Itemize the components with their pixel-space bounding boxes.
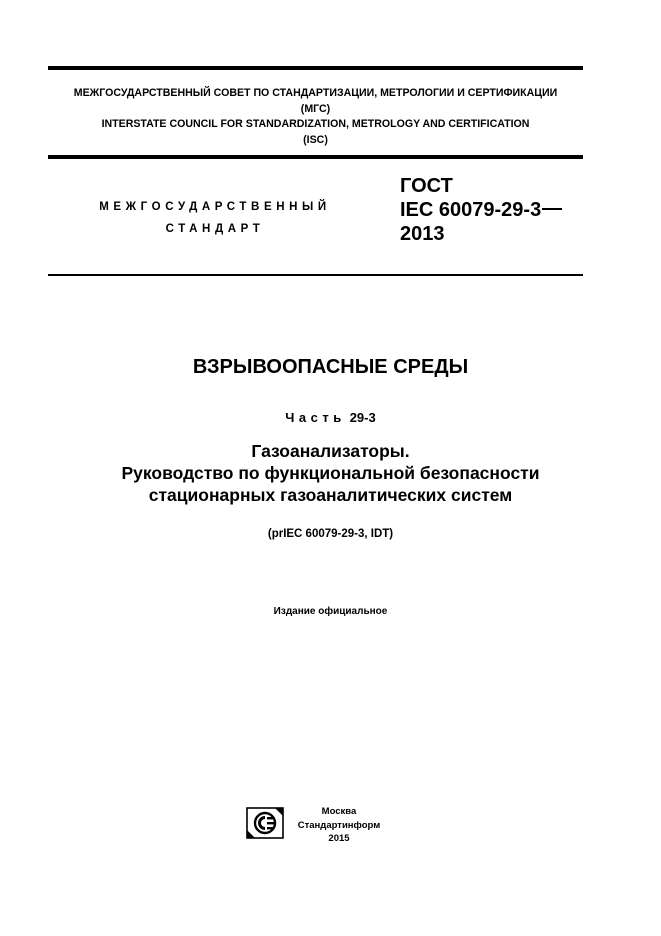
- standard-type: [60, 196, 370, 240]
- council-en-abbr: (ISC): [303, 133, 328, 146]
- top-rule: [48, 66, 583, 70]
- designation-bottom-rule: [48, 274, 583, 276]
- gost-label: ГОСТ: [400, 175, 453, 197]
- document-title: ВЗРЫВООПАСНЫЕ СРЕДЫ: [192, 356, 469, 378]
- publisher-block: [293, 805, 385, 846]
- standard-type-line1: МЕЖГОСУДАРСТВЕННЫЙ: [99, 201, 331, 213]
- publication-year: 2015: [328, 833, 350, 844]
- subtitle-line-1: Газоанализаторы.: [251, 441, 410, 461]
- part-number: 29-3: [349, 410, 376, 425]
- header-bottom-rule: [48, 155, 583, 159]
- publisher-name: Стандартинформ: [297, 819, 381, 831]
- subtitle-line-2: Руководство по функциональной безопасности: [121, 463, 540, 483]
- council-ru-name: МЕЖГОСУДАРСТВЕННЫЙ СОВЕТ ПО СТАНДАРТИЗАЦИИ, МЕТРОЛОГИИ И СЕРТИФИКАЦИИ: [73, 87, 558, 99]
- part-word: Часть: [285, 410, 346, 425]
- standard-year: 2013: [400, 223, 445, 245]
- publisher-city: Москва: [321, 806, 357, 817]
- subtitle-line-3: стационарных газоаналитических систем: [148, 485, 513, 505]
- council-header: [48, 86, 583, 148]
- edition-note: Издание официальное: [273, 606, 388, 617]
- standard-type-line2: СТАНДАРТ: [165, 223, 265, 235]
- designation-dash: [542, 208, 562, 210]
- standartinform-logo-icon: [246, 807, 284, 839]
- standard-designation: [400, 174, 562, 246]
- standard-number: IEC 60079-29-3: [400, 199, 542, 221]
- standard-number-line: [400, 198, 562, 222]
- part-label: [0, 409, 661, 427]
- council-en-name: INTERSTATE COUNCIL FOR STANDARDIZATION, METROLOGY AND CERTIFICATION: [101, 118, 530, 130]
- document-subtitle: [0, 440, 661, 506]
- council-ru-abbr: (МГС): [300, 102, 331, 115]
- iec-reference: (prIEC 60079-29-3, IDT): [267, 528, 394, 540]
